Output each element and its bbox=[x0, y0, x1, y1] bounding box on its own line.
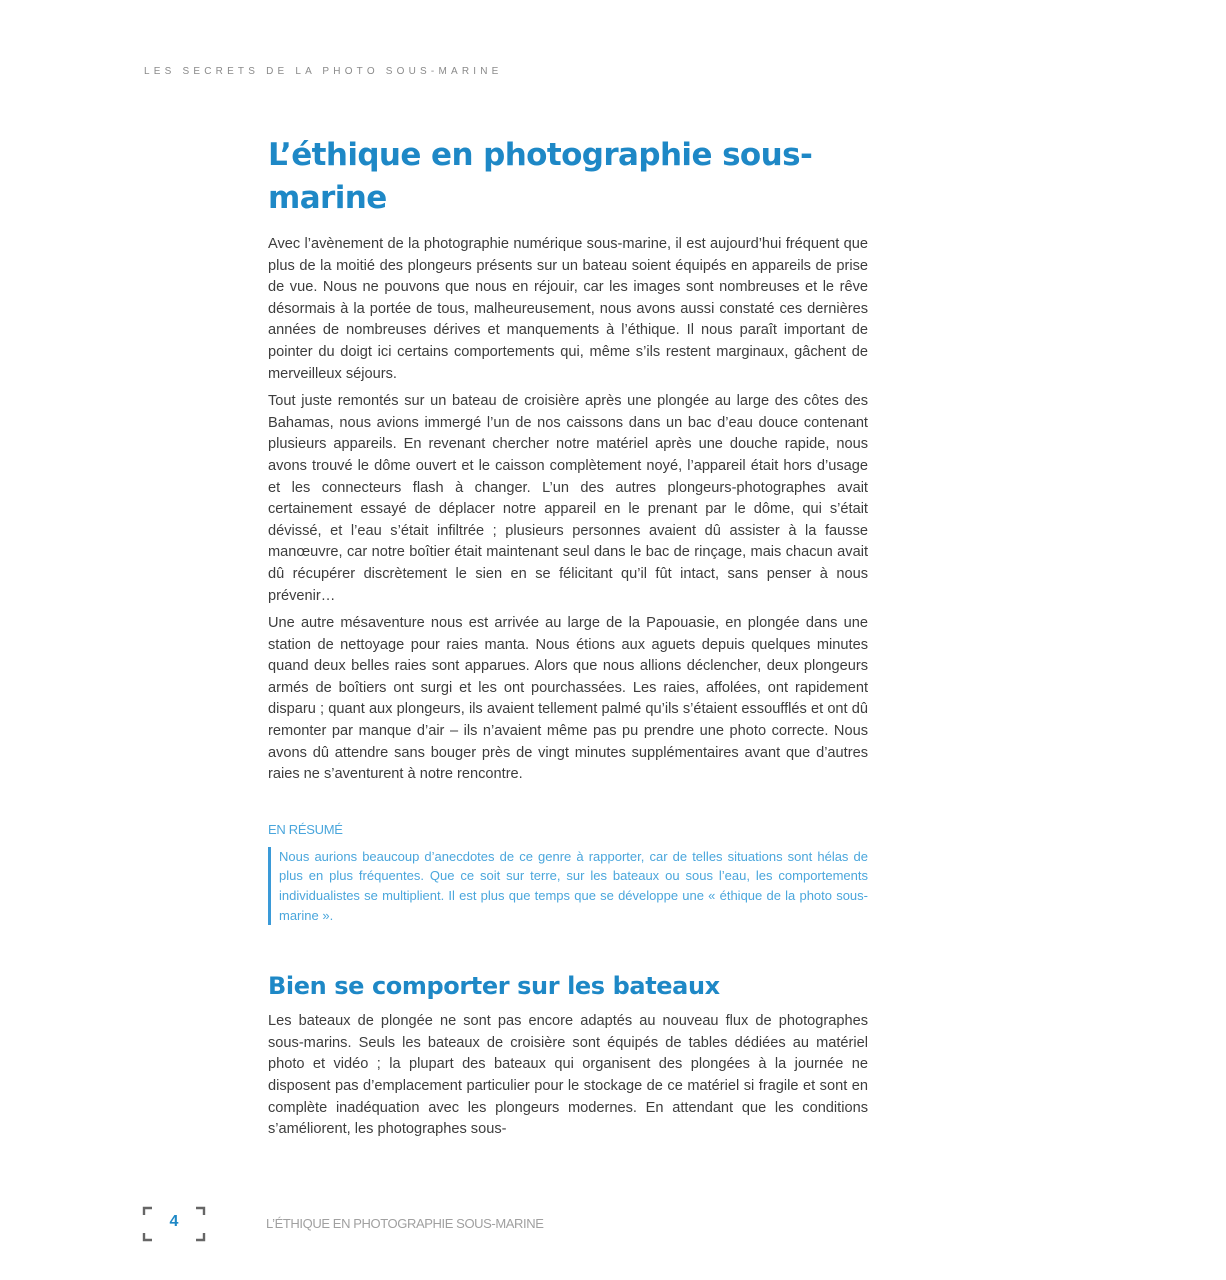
summary-text: Nous aurions beaucoup d’anecdotes de ce genre à rapporter, car de telles situations sont hélas de plus en plus fréquentes. Que ce soit sur terre, sur les bateaux ou sous l’eau, les comportements individualistes se multiplient. Il est plus que temps que se développe une « éthique de la photo sous-marine ». bbox=[279, 848, 868, 923]
running-header: LES SECRETS DE LA PHOTO SOUS-MARINE bbox=[144, 66, 503, 77]
page-title: L’éthique en photographie sous-marine bbox=[268, 137, 813, 216]
page-number: 4 bbox=[169, 1213, 179, 1230]
paragraph: Avec l’avènement de la photographie numérique sous-marine, il est aujourd’hui fréquent que plus de la moitié des plongeurs présents sur un bateau soient équipés en appareils de prise de vue. Nous ne pouvons que nous en réjouir, car les images sont nombreuses et le rêve désormais à la portée de tous, malheureusement, nous avons aussi constaté ces dernières années de nombreuses dérives et manquements à l’éthique. Il nous paraît important de pointer du doigt ici certains comportements qui, même s’ils restent marginaux, gâchent de merveilleux séjours. bbox=[268, 236, 868, 382]
summary-quote bbox=[268, 847, 868, 925]
body-text bbox=[268, 234, 868, 786]
section-title: Bien se comporter sur les bateaux bbox=[268, 972, 720, 1001]
paragraph: Une autre mésaventure nous est arrivée au large de la Papouasie, en plongée dans une station de nettoyage pour raies manta. Nous étions aux aguets depuis quelques minutes quand deux belles raies sont apparues. Alors que nous allions déclencher, deux plongeurs armés de boîtiers ont surgi et les ont pourchassées. Les raies, affolées, ont rapidement disparu ; quant aux plongeurs, ils avaient tellement palmé qu’ils s’étaient essoufflés et ont dû remonter par manque d’air – ils n’avaient même pas pu prendre une photo correcte. Nous avons dû attendre sans bouger près de vingt minutes supplémentaires avant que d’autres raies ne s’aventurent à notre rencontre. bbox=[268, 615, 868, 783]
summary-label: EN RÉSUMÉ bbox=[268, 821, 343, 837]
page-content bbox=[268, 134, 868, 1147]
footer-chapter-title: L’ÉTHIQUE EN PHOTOGRAPHIE SOUS-MARINE bbox=[266, 1216, 544, 1231]
paragraph: Tout juste remontés sur un bateau de croisière après une plongée au large des côtes des Bahamas, nous avions immergé l’un de nos caissons dans un bac d’eau douce contenant plusieurs appareils. En revenant chercher notre matériel après une douche rapide, nous avons trouvé le dôme ouvert et le caisson complètement noyé, l’appareil était hors d’usage et les connecteurs flash à changer. L’un des autres plongeurs-photographes avait certainement essayé de déplacer notre appareil en le prenant par le dôme, qui s’était dévissé, et l’eau s’était infiltrée ; plusieurs personnes avaient dû assister à la fausse manœuvre, car notre boîtier était maintenant seul dans le bac de rinçage, mais chacun avait dû récupérer discrètement le sien en se félicitant qu’il fût intact, sans penser à nous prévenir… bbox=[268, 393, 868, 604]
section-body bbox=[268, 1011, 868, 1141]
paragraph: Les bateaux de plongée ne sont pas encore adaptés au nouveau flux de photographes sous-marins. Seuls les bateaux de croisière sont équipés de tables dédiées au matériel photo et vidéo ; la plupart des bateaux qui organisent des plongées à la journée ne disposent pas d’emplacement particulier pour le stockage de ce matériel si fragile et sont en complète inadéquation avec les plongeurs modernes. En attendant que les conditions s’améliorent, les photographes sous- bbox=[268, 1013, 868, 1138]
summary-box bbox=[268, 822, 868, 925]
